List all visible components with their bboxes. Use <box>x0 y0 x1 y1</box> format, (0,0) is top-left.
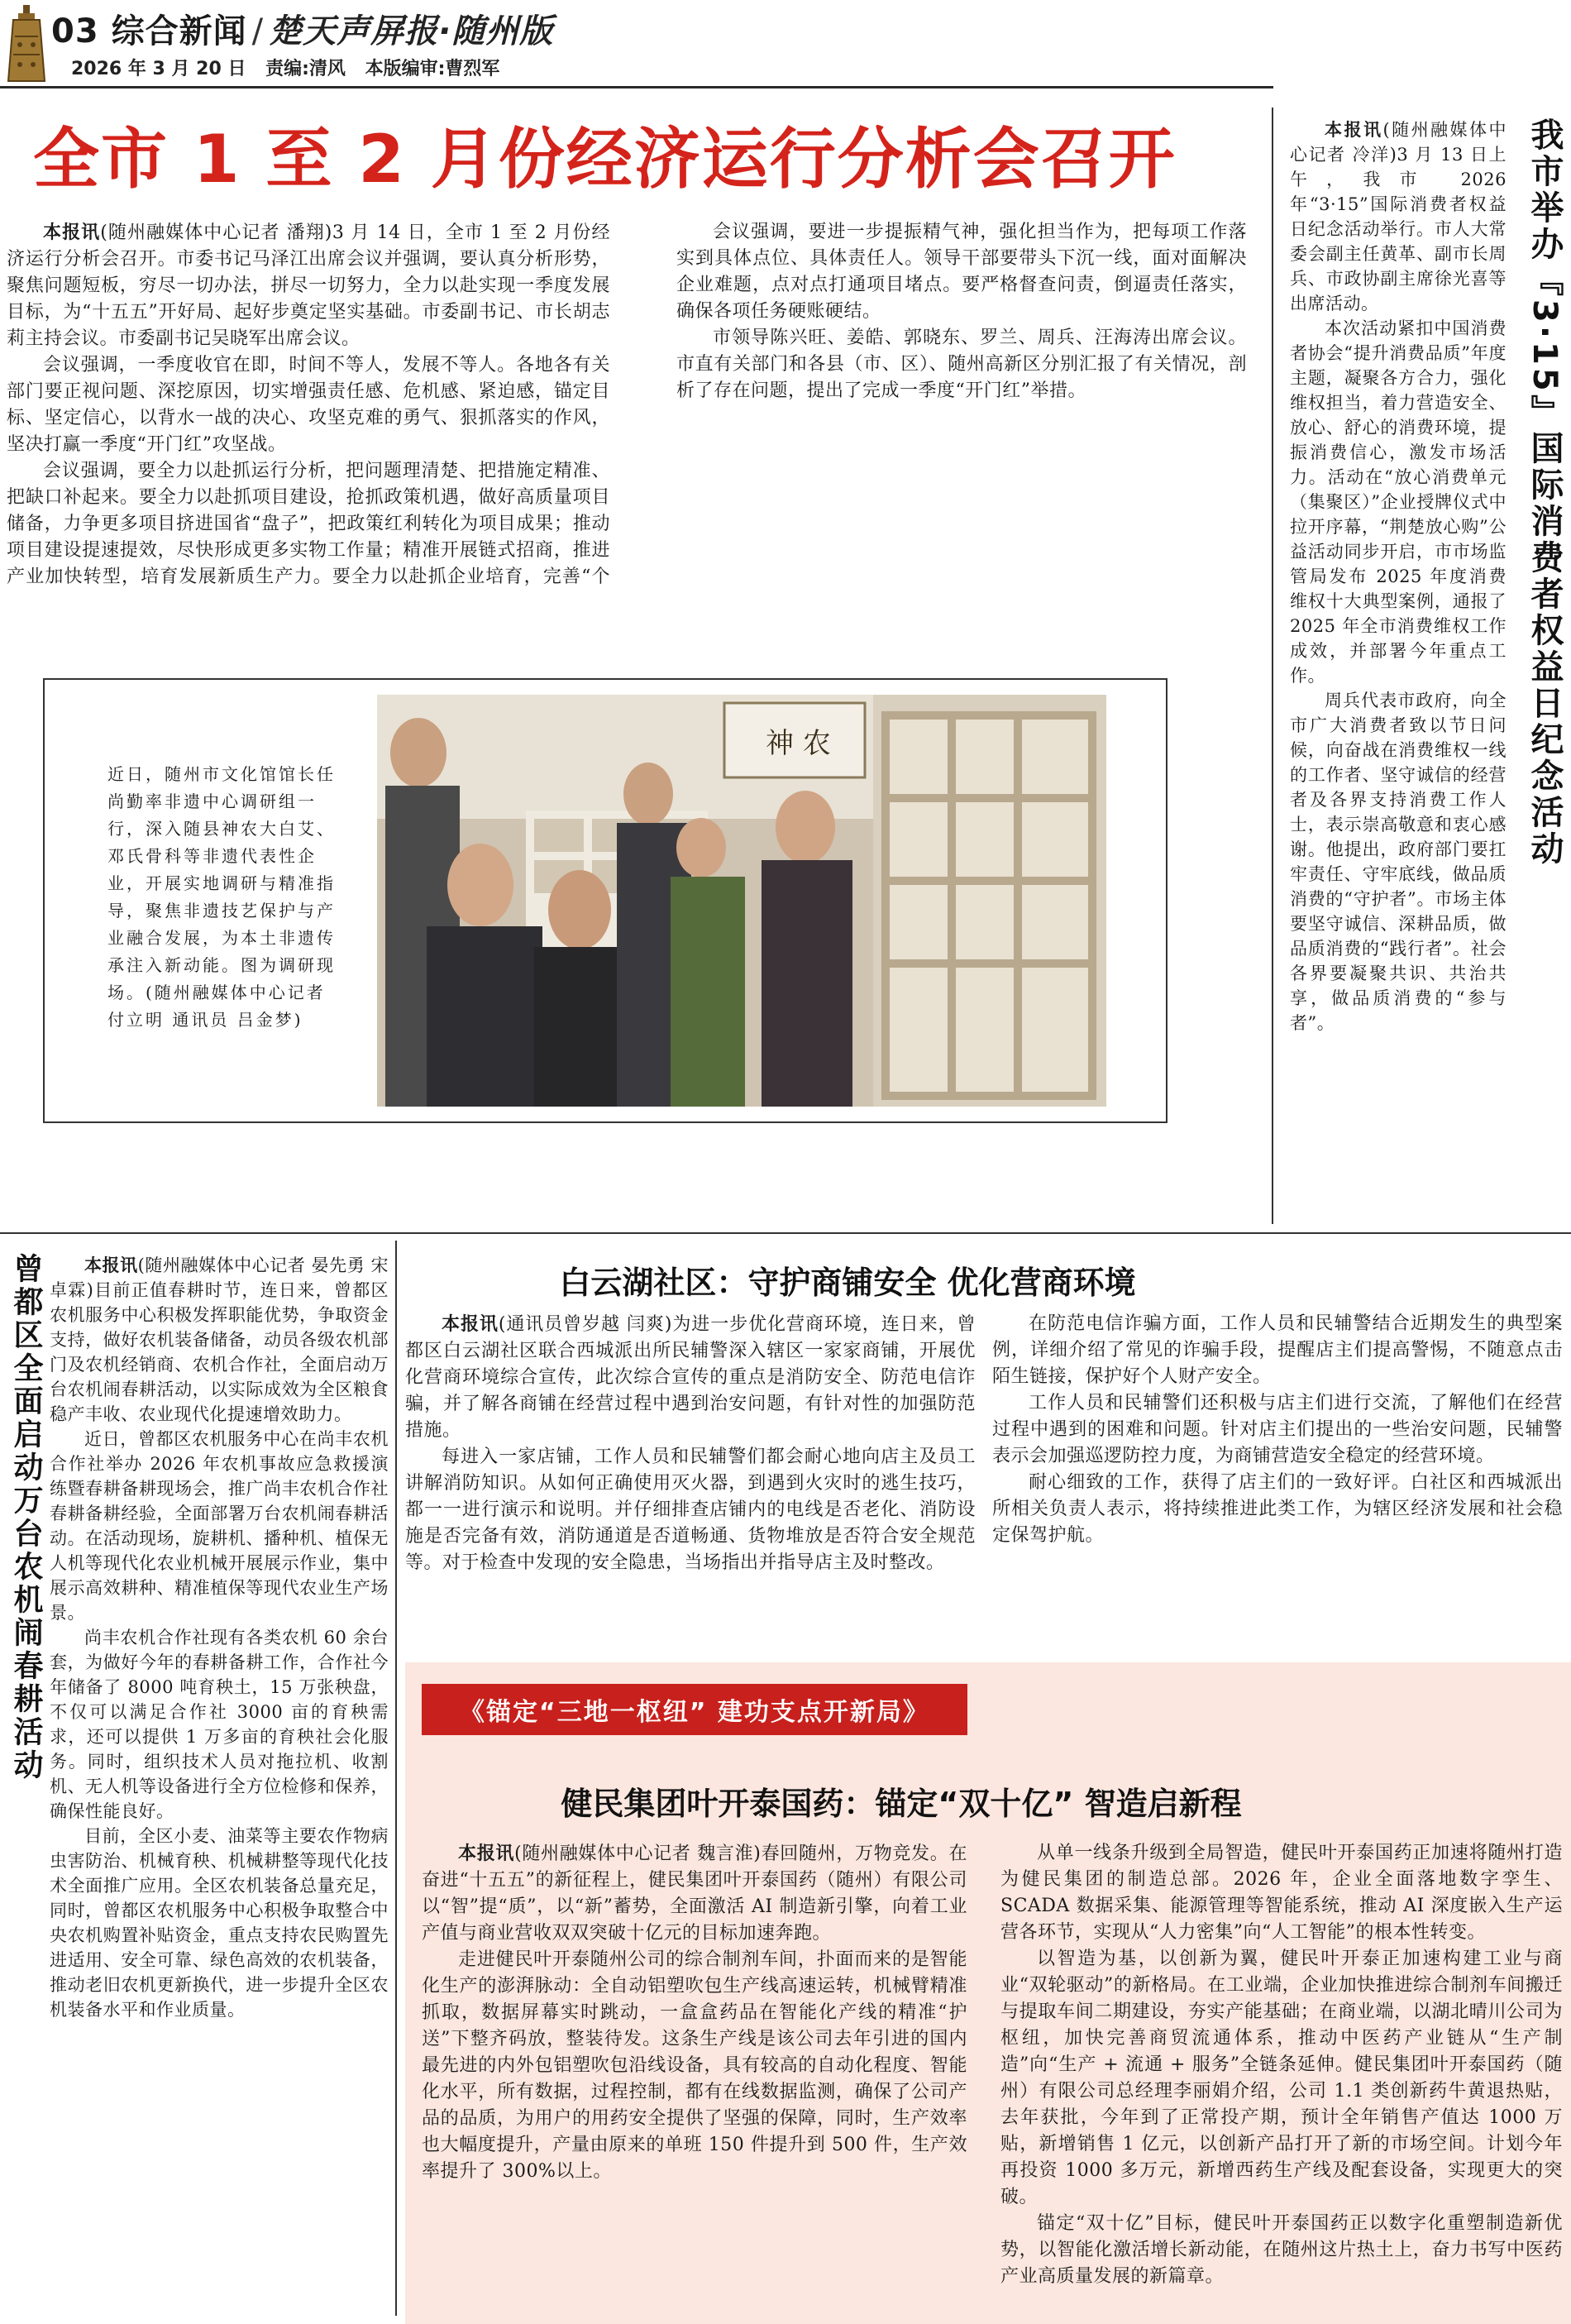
farm-article-para: 尚丰农机合作社现有各类农机 60 余台套，为做好今年的春耕备耕工作，合作社今年储备了 8000 吨育秧土，15 万张秧盘，不仅可以满足合作社 3000 亩的育秧需求，还可以提供 1 万多亩的育秧社会化服务。同时，组织技术人员对拖拉机、收割机、无人机等设备进行全方位检修和保养，确保性能良好。 <box>50 1628 389 1821</box>
article-lead: 本报讯 <box>458 1843 515 1864</box>
main-article-para: 会议强调，要进一步提振精气神，强化担当作为，把每项工作落实到具体点位、具体责任人。领导干部要带头下沉一线，面对面解决企业难题，点对点打通项目堵点。要严格督查问责，倒逼责任落实，确保各项任务硬账硬结。 <box>676 222 1247 322</box>
issue-date: 2026 年 3 月 20 日 <box>71 59 246 79</box>
bronze-bell-logo <box>5 3 48 86</box>
farm-article-para: 本报讯(随州融媒体中心记者 晏先勇 宋卓霖)目前正值春耕时节，连日来，曾都区农机服务中心积极发挥职能优势，争取资金支持，做好农机装备储备，动员各级农机部门及农机经销商、农机合作社，全面启动万台农机闹春耕活动，以实际成效为全区粮食稳产丰收、农业现代化提速增效助力。 <box>50 1255 389 1424</box>
article-byline: (通讯员曾岁越 闫爽) <box>498 1314 672 1335</box>
layout-editor-credit: 本版编审:曹烈军 <box>365 59 500 79</box>
header-rule <box>0 86 1273 88</box>
jianmin-headline: 健民集团叶开泰国药：锚定“双十亿” 智造启新程 <box>561 1786 1242 1822</box>
farm-article-body <box>50 1253 389 2320</box>
farm-article-para: 目前，全区小麦、油菜等主要农作物病虫害防治、机械育秧、机械耕整等现代化技术全面推广应用。全区农机装备总量充足，同时，曾都区农机服务中心积极争取整合中央农机购置补贴资金，重点支持农民购置先进适用、安全可靠、绿色高效的农机装备，推动老旧农机更新换代，进一步提升全区农机装备水平和作业质量。 <box>50 1826 389 2020</box>
photo-credit: (随州融媒体中心记者 付立明 通讯员 吕金梦) <box>107 983 326 1030</box>
article-lead: 本报讯 <box>1325 119 1383 140</box>
editor-credit: 责编:清风 <box>265 59 346 79</box>
baiyun-headline: 白云湖社区：守护商铺安全 优化营商环境 <box>559 1265 1136 1301</box>
farm-article-para: 近日，曾都区农机服务中心在尚丰农机合作社举办 2026 年农机事故应急救援演练暨春耕备耕现场会，推广尚丰农机合作社春耕备耕经验，全面部署万台农机闹春耕活动。在活动现场，旋耕机、播种机、植保无人机等现代化农业机械开展展示作业，集中展示高效耕种、精准植保等现代农业生产场景。 <box>50 1429 389 1623</box>
section-rule-middle <box>0 1232 1571 1234</box>
main-article-para: 本报讯(随州融媒体中心记者 潘翔)3 月 14 日，全市 1 至 2 月份经济运行分析会召开。市委书记马泽江出席会议并强调，要认真分析形势，聚焦问题短板，穷尽一切办法，拼尽一切努力，全力以赴实现一季度发展目标，为“十五五”开好局、起好步奠定坚实基础。市委副书记、市长胡志莉主持会议。市委副书记吴晓军出席会议。 <box>7 222 610 349</box>
jianmin-article-para: 锚定“双十亿”目标，健民叶开泰国药正以数字化重塑制造新优势，以智能化激活增长新动能，在随州这片热土上，奋力书写中医药产业高质量发展的新篇章。 <box>1000 2213 1563 2287</box>
jianmin-article-para: 以智造为基，以创新为翼，健民叶开泰正加速构建工业与商业“双轮驱动”的新格局。在工业端，企业加快推进综合制剂车间搬迁与提取车间二期建设，夯实产能基础；在商业端，以湖北晴川公司为枢纽，加快完善商贸流通体系，推动中医药产业链从“生产制造”向“生产 + 流通 + 服务”全链条延伸。健民集团叶开泰国药（随州）有限公司总经理李丽娟介绍，公司 1.1 类创新药牛黄退热贴，去年获批，今年到了正常投产期，预计全年销售产值达 1000 万贴，新增销售 1 亿元，以创新产品打开了新的市场空间。计划今年再投资 1000 多万元，新增西药生产线及配套设备，实现更大的突破。 <box>1000 1949 1563 2207</box>
article-byline: (随州融媒体中心记者 潘翔) <box>100 222 332 243</box>
date-line <box>71 55 513 80</box>
baiyun-article-para: 每进入一家店铺，工作人员和民辅警们都会耐心地向店主及员工讲解消防知识。从如何正确使用灭火器，到遇到火灾时的逃生技巧，都一一进行演示和说明。并仔细排查店铺内的电线是否老化、消防设施是否完备有效，消防通道是否道畅通、货物堆放是否符合安全规范等。对于检查中发现的安全隐患，当场指出并指导店主及时整改。 <box>405 1447 976 1573</box>
research-scene-photo <box>377 695 1106 1107</box>
farm-headline: 曾都区全面启动万台农机闹春耕活动 <box>9 1253 43 1782</box>
jianmin-article-col-left <box>422 1840 967 2320</box>
consumer-article-para: 本报讯(随州融媒体中心记者 冷洋)3 月 13 日上午，我市 2026 年“3·15”国际消费者权益日纪念活动举行。市人大常委会副主任黄革、副市长周兵、市政协副主席徐光喜等出席活动。 <box>1290 119 1507 313</box>
article-lead: 本报讯 <box>43 222 101 243</box>
baiyun-article-col-left <box>405 1311 976 1638</box>
article-lead: 本报讯 <box>442 1313 499 1335</box>
baiyun-article-para: 在防范电信诈骗方面，工作人员和民辅警结合近期发生的典型案例，详细介绍了常见的诈骗手段，提醒店主们提高警惕，不随意点击陌生链接，保护好个人财产安全。 <box>992 1313 1563 1387</box>
main-article-para: 会议强调，要全力以赴抓运行分析，把问题理清楚、把措施定精准、把缺口补起来。要全力以赴抓项目建设，抢抓政策机遇，做好高质量项目储备，力争更多项目挤进国省“盘子”，把政策红利转化为项目成果；推动项目建设提速提效，尽快形成更多实物工作量；精准开展链式招商，推进产业加快转型，培育发展新质生产力。要全力以赴抓企业培育，完善“个 <box>7 461 610 587</box>
right-column-rule <box>1272 108 1273 1224</box>
main-article-col-left <box>7 219 610 591</box>
article-lead: 本报讯 <box>84 1255 138 1275</box>
jianmin-article-para: 从单一线条升级到全局智造，健民叶开泰国药正加速将随州打造为健民集团的制造总部。2026 年，企业全面落地数字孪生、SCADA 数据采集、能源管理等智能系统，推动 AI 深度嵌入生产运营各环节，实现从“人力密集”向“人工智能”的根本性转变。 <box>1000 1843 1563 1943</box>
edition-name: 楚天声屏报·随州版 <box>269 12 554 50</box>
consumer-article-para: 本次活动紧扣中国消费者协会“提升消费品质”年度主题，凝聚各方合力，强化维权担当，着力营造安全、放心、舒心的消费环境，提振消费信心，激发市场活力。活动在“放心消费单元（集聚区）”企业授牌仪式中拉开序幕，“荆楚放心购”公益活动同步开启，市市场监管局发布 2025 年度消费维权十大典型案例，通报了 2025 年全市消费维权工作成效，并部署今年重点工作。 <box>1290 318 1507 686</box>
wall-calligraphy: 神 农 <box>766 727 831 760</box>
baiyun-article-para: 工作人员和民辅警们还积极与店主们进行交流，了解他们在经营过程中遇到的困难和问题。针对店主们提出的一些治安问题，民辅警表示会加强巡逻防控力度，为商铺营造安全稳定的经营环境。 <box>992 1393 1563 1466</box>
main-article-col-right <box>676 219 1247 591</box>
main-article-para: 会议强调，一季度收官在即，时间不等人，发展不等人。各地各有关部门要正视问题、深挖原因，切实增强责任感、危机感、紧迫感，锚定目标、坚定信心，以背水一战的决心、攻坚克难的勇气、狠抓落实的作风，坚决打赢一季度“开门红”攻坚战。 <box>7 355 610 455</box>
baiyun-article-para: 本报讯(通讯员曾岁越 闫爽)为进一步优化营商环境，连日来，曾都区白云湖社区联合西城派出所民辅警深入辖区一家家商铺，开展优化营商环境综合宣传，此次综合宣传的重点是消防安全、防范电信诈骗，并了解各商铺在经营过程中遇到治安问题，有针对性的加强防范措施。 <box>405 1313 976 1441</box>
baiyun-article-col-right <box>992 1311 1563 1638</box>
article-byline: (随州融媒体中心记者 冷洋) <box>1290 120 1507 165</box>
article-byline: (随州融媒体中心记者 魏言淮) <box>514 1843 762 1864</box>
consumer-article-para: 周兵代表市政府，向全市广大消费者致以节日问候，向奋战在消费维权一线的工作者、坚守诚信的经营者及各界支持消费工作人士，表示崇高敬意和衷心感谢。他提出，政府部门要扛牢责任、守牢底线，做品质消费的“守护者”。市场主体要坚守诚信、深耕品质，做品质消费的“践行者”。社会各界要凝聚共识、共治共享，做品质消费的“参与者”。 <box>1290 691 1507 1033</box>
page-section: 03 综合新闻 <box>51 12 247 50</box>
jianmin-article-para: 走进健民叶开泰随州公司的综合制剂车间，扑面而来的是智能化生产的澎湃脉动：全自动铝塑吹包生产线高速运转，机械臂精准抓取，数据屏幕实时跳动，一盒盒药品在智能化产线的精准“护送”下整齐码放，整装待发。这条生产线是该公司去年引进的国内最先进的内外包铝塑吹包沿线设备，具有较高的自动化程度、智能化水平，所有数据，过程控制，都有在线数据监测，确保了公司产品的品质，为用户的用药安全提供了坚强的保障，同时，生产效率也大幅度提升，产量由原来的单班 150 件提升到 500 件，生产效率提升了 300%以上。 <box>422 1949 967 2182</box>
left-column-rule <box>395 1241 397 2316</box>
main-headline: 全市 1 至 2 月份经济运行分析会召开 <box>33 121 1177 198</box>
jianmin-article-col-right <box>1000 1840 1563 2320</box>
consumer-article-body <box>1290 117 1507 1217</box>
main-article-para: 市领导陈兴旺、姜皓、郭晓东、罗兰、周兵、汪海涛出席会议。市直有关部门和各县（市、区）、随州高新区分别汇报了有关情况，剖析了存在问题，提出了完成一季度“开门红”举措。 <box>676 328 1247 401</box>
photo-caption: 近日，随州市文化馆馆长任尚勤率非遗中心调研组一行，深入随县神农大白艾、邓氏骨科等非遗代表性企业，开展实地调研与精准指导，聚焦非遗技艺保护与产业融合发展，为本土非遗传承注入新动能。图为调研现场。(随州融媒体中心记者 付立明 通讯员 吕金梦) <box>107 764 336 1030</box>
article-byline: (随州融媒体中心记者 晏先勇 宋卓霖) <box>50 1255 389 1300</box>
column-banner: 《锚定“三地一枢纽” 建功支点开新局》 <box>422 1684 967 1735</box>
consumer-day-headline: 我市举办『3·15』国际消费者权益日纪念活动 <box>1526 117 1564 868</box>
jianmin-article-para: 本报讯(随州融媒体中心记者 魏言淮)春回随州，万物竞发。在奋进“十五五”的新征程上，健民集团叶开泰国药（随州）有限公司以“智”提“质”，以“新”蓄势，全面激活 AI 制造新引擎，向着工业产值与商业营收双双突破十亿元的目标加速奔跑。 <box>422 1843 967 1944</box>
page-section-label <box>51 5 553 52</box>
slash-divider: / <box>251 12 265 50</box>
baiyun-article-para: 耐心细致的工作，获得了店主们的一致好评。白社区和西城派出所相关负责人表示，将持续推进此类工作，为辖区经济发展和社会稳定保驾护航。 <box>992 1472 1563 1546</box>
